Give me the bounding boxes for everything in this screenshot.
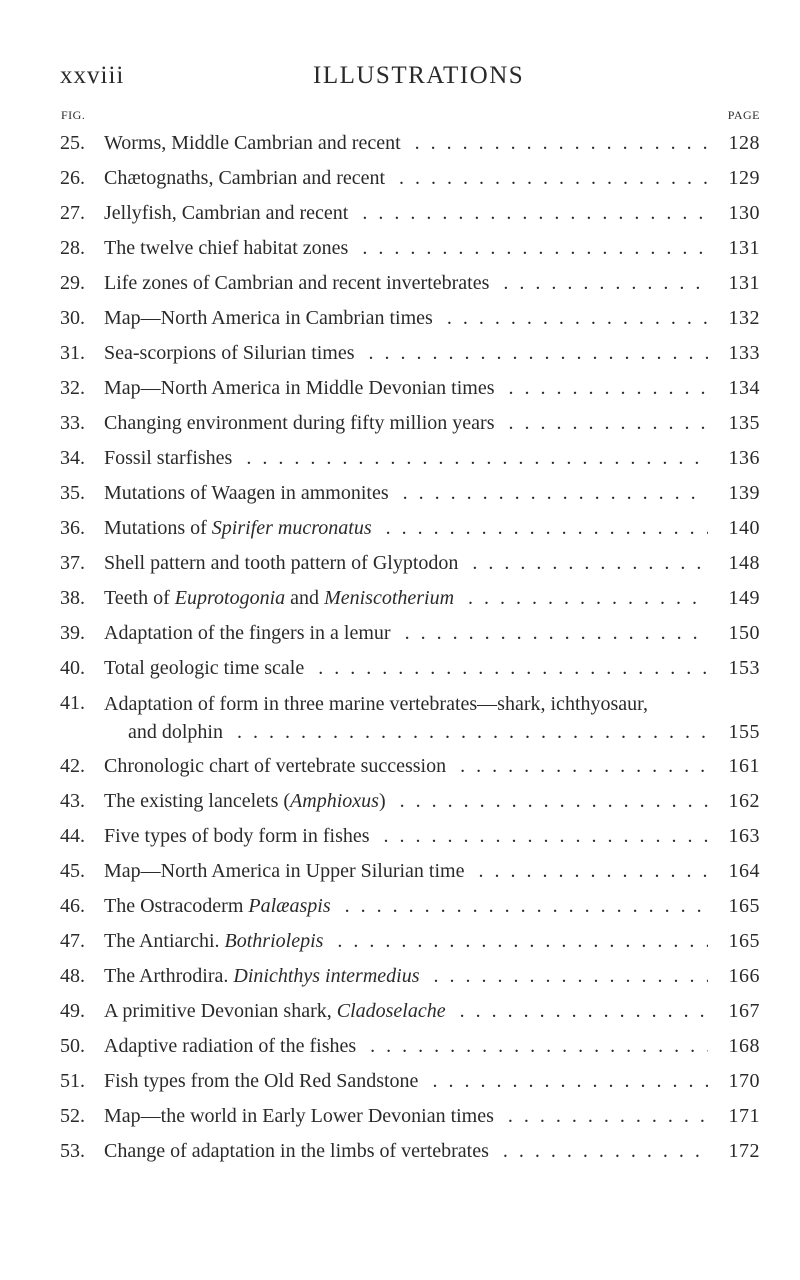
figure-number: 31. — [60, 342, 85, 364]
list-item — [60, 511, 760, 546]
entry-title-text — [104, 202, 354, 224]
page-reference: 165 — [728, 930, 760, 952]
title-text: Chronologic chart of vertebrate succession — [104, 755, 447, 777]
list-item — [60, 651, 760, 686]
title-text: and — [285, 587, 325, 609]
entry-title-text — [104, 167, 391, 189]
entry-title-text — [104, 272, 495, 294]
list-item — [60, 476, 760, 511]
entry-title — [104, 126, 708, 161]
figure-number: 37. — [60, 552, 85, 574]
entry-title — [104, 651, 708, 686]
figure-number: 36. — [60, 517, 85, 539]
page-column-heading: PAGE — [727, 108, 760, 122]
list-item — [60, 301, 760, 336]
list-item — [60, 784, 760, 819]
figure-number: 40. — [60, 657, 85, 679]
entry-title-text — [104, 587, 460, 609]
entry-title — [104, 196, 708, 231]
entry-title-text — [104, 755, 452, 777]
entry-title — [104, 1134, 708, 1169]
page-reference: 162 — [728, 790, 760, 812]
title-text: Map—North America in Cambrian times — [104, 307, 433, 329]
title-text: The existing lancelets ( — [104, 790, 291, 812]
page-number: xxviii — [60, 62, 125, 89]
entry-title — [104, 231, 708, 266]
entry-title-text — [104, 377, 500, 399]
entry-title-text — [104, 1140, 495, 1162]
list-item — [60, 161, 760, 196]
entry-title — [104, 406, 708, 441]
entry-title-text — [104, 790, 392, 812]
entry-title-text — [104, 622, 397, 644]
page-reference: 148 — [728, 552, 760, 574]
list-item — [60, 126, 760, 161]
entry-title — [104, 784, 708, 819]
page-reference: 128 — [728, 132, 760, 154]
list-item — [60, 371, 760, 406]
title-text: Adaptive radiation of the fishes — [104, 1035, 357, 1057]
figure-number: 51. — [60, 1070, 85, 1092]
page-reference: 167 — [728, 1000, 760, 1022]
entry-title — [104, 889, 708, 924]
page-reference: 168 — [728, 1035, 760, 1057]
page-reference: 153 — [728, 657, 760, 679]
entry-title-text — [104, 860, 470, 882]
list-item — [60, 196, 760, 231]
list-item — [60, 1029, 760, 1064]
list-item — [60, 546, 760, 581]
figure-number: 41. — [60, 692, 85, 714]
title-text: The Antiarchi. — [104, 930, 225, 952]
title-text: Map—the world in Early Lower Devonian times — [104, 1105, 494, 1127]
entry-title-text — [104, 1035, 362, 1057]
entry-title-text — [104, 342, 361, 364]
page-reference: 139 — [728, 482, 760, 504]
title-italic: Palæaspis — [248, 895, 331, 917]
list-item — [60, 686, 760, 749]
entry-title-text — [104, 412, 501, 434]
entry-title-text — [104, 825, 376, 847]
entry-title-text — [104, 1070, 424, 1092]
entry-title-text — [104, 895, 337, 917]
entry-title-text — [104, 482, 395, 504]
running-title: ILLUSTRATIONS — [313, 62, 525, 89]
entry-title — [104, 301, 708, 336]
figure-number: 48. — [60, 965, 85, 987]
title-text: Total geologic time scale — [104, 657, 305, 679]
entry-title-text — [104, 447, 238, 469]
title-text: A primitive Devonian shark, — [104, 1000, 337, 1022]
page-reference: 171 — [728, 1105, 760, 1127]
entry-title — [104, 959, 708, 994]
page-reference: 163 — [728, 825, 760, 847]
figure-number: 32. — [60, 377, 85, 399]
page-reference: 132 — [728, 307, 760, 329]
title-text: Five types of body form in fishes — [104, 825, 370, 847]
page-reference: 133 — [728, 342, 760, 364]
list-item — [60, 924, 760, 959]
title-line-1: Adaptation of form in three marine vertebrates—shark, ichthyosaur, — [104, 693, 649, 715]
title-text: Teeth of — [104, 587, 175, 609]
figure-number: 33. — [60, 412, 85, 434]
running-header — [60, 62, 760, 96]
page-reference: 130 — [728, 202, 760, 224]
figure-number: 46. — [60, 895, 85, 917]
entry-title-text — [104, 930, 329, 952]
entry-title-text — [104, 965, 426, 987]
entry-title — [104, 924, 708, 959]
title-text: Shell pattern and tooth pattern of Glyptodon — [104, 552, 459, 574]
figure-number: 28. — [60, 237, 85, 259]
figure-number: 50. — [60, 1035, 85, 1057]
figure-number: 30. — [60, 307, 85, 329]
title-text: Map—North America in Middle Devonian times — [104, 377, 495, 399]
figure-number: 35. — [60, 482, 85, 504]
column-headings — [60, 108, 760, 124]
title-text: The twelve chief habitat zones — [104, 237, 349, 259]
entry-title — [104, 371, 708, 406]
entry-title — [104, 476, 708, 511]
title-italic: Cladoselache — [336, 1000, 446, 1022]
entry-title — [104, 819, 708, 854]
page-reference: 150 — [728, 622, 760, 644]
list-item — [60, 1099, 760, 1134]
title-text: Changing environment during fifty million years — [104, 412, 495, 434]
figure-number: 25. — [60, 132, 85, 154]
title-text: ) — [378, 790, 386, 812]
page-reference: 131 — [728, 272, 760, 294]
figure-number: 27. — [60, 202, 85, 224]
entry-title-text — [104, 307, 439, 329]
entry-title — [104, 1064, 708, 1099]
page-reference: 149 — [728, 587, 760, 609]
list-item — [60, 889, 760, 924]
illustrations-list — [60, 126, 760, 1169]
figure-number: 34. — [60, 447, 85, 469]
title-italic: Euprotogonia — [174, 587, 286, 609]
title-italic: Amphioxus — [290, 790, 379, 812]
entry-title-text — [104, 657, 310, 679]
page-reference: 140 — [728, 517, 760, 539]
page-reference: 134 — [728, 377, 760, 399]
figure-number: 47. — [60, 930, 85, 952]
title-italic: Bothriolepis — [224, 930, 324, 952]
list-item — [60, 819, 760, 854]
title-text: Chætognaths, Cambrian and recent — [104, 167, 386, 189]
entry-title — [104, 1029, 708, 1064]
figure-number: 43. — [60, 790, 85, 812]
figure-number: 38. — [60, 587, 85, 609]
title-text: Sea-scorpions of Silurian times — [104, 342, 355, 364]
page-reference: 135 — [728, 412, 760, 434]
entry-title — [104, 266, 708, 301]
entry-title — [104, 749, 708, 784]
page-reference: 129 — [728, 167, 760, 189]
list-item — [60, 994, 760, 1029]
list-item — [60, 266, 760, 301]
list-item — [60, 406, 760, 441]
title-italic: Dinichthys intermedius — [233, 965, 420, 987]
title-text: Life zones of Cambrian and recent invertebrates — [104, 272, 490, 294]
title-text: Fish types from the Old Red Sandstone — [104, 1070, 419, 1092]
entry-title-text — [104, 1000, 452, 1022]
page-reference: 172 — [728, 1140, 760, 1162]
title-text: Mutations of Waagen in ammonites — [104, 482, 389, 504]
entry-title — [104, 161, 708, 196]
entry-title-line-2 — [128, 718, 708, 746]
list-item — [60, 1134, 760, 1169]
list-item — [60, 441, 760, 476]
fig-column-heading: FIG. — [61, 108, 86, 122]
page-reference: 166 — [728, 965, 760, 987]
entry-title-text — [104, 517, 378, 539]
list-item — [60, 959, 760, 994]
figure-number: 53. — [60, 1140, 85, 1162]
entry-title-text — [104, 132, 407, 154]
title-italic: Meniscotherium — [324, 587, 455, 609]
title-text: Adaptation of the fingers in a lemur — [104, 622, 391, 644]
entry-title — [104, 581, 708, 616]
page-reference: 164 — [728, 860, 760, 882]
page-reference: 131 — [728, 237, 760, 259]
page-reference: 161 — [728, 755, 760, 777]
entry-title — [104, 441, 708, 476]
figure-number: 44. — [60, 825, 85, 847]
entry-title — [104, 1099, 708, 1134]
page-reference: 165 — [728, 895, 760, 917]
entry-title — [104, 546, 708, 581]
title-text: Jellyfish, Cambrian and recent — [104, 202, 349, 224]
figure-number: 52. — [60, 1105, 85, 1127]
title-line-2: and dolphin — [128, 721, 223, 743]
page-reference: 155 — [728, 721, 760, 743]
figure-number: 29. — [60, 272, 85, 294]
entry-title-text — [104, 1105, 500, 1127]
title-text: The Ostracoderm — [104, 895, 249, 917]
page-reference: 170 — [728, 1070, 760, 1092]
title-italic: Spirifer mucronatus — [211, 517, 372, 539]
list-item — [60, 581, 760, 616]
figure-number: 42. — [60, 755, 85, 777]
entry-title — [104, 336, 708, 371]
list-item — [60, 749, 760, 784]
list-item — [60, 336, 760, 371]
figure-number: 26. — [60, 167, 85, 189]
entry-title — [104, 994, 708, 1029]
entry-title-text — [104, 693, 654, 715]
entry-title — [104, 854, 708, 889]
list-item — [60, 231, 760, 266]
list-item — [60, 1064, 760, 1099]
title-text: Fossil starfishes — [104, 447, 233, 469]
title-text: Worms, Middle Cambrian and recent — [104, 132, 401, 154]
title-text: Map—North America in Upper Silurian time — [104, 860, 465, 882]
list-item — [60, 854, 760, 889]
title-text: Mutations of — [104, 517, 212, 539]
title-text: The Arthrodira. — [104, 965, 234, 987]
entry-title — [104, 616, 708, 651]
figure-number: 45. — [60, 860, 85, 882]
title-text: Change of adaptation in the limbs of vertebrates — [104, 1140, 489, 1162]
list-item — [60, 616, 760, 651]
figure-number: 49. — [60, 1000, 85, 1022]
entry-title-text — [104, 552, 464, 574]
entry-title — [104, 511, 708, 546]
entry-title-text — [104, 237, 354, 259]
page-reference: 136 — [728, 447, 760, 469]
figure-number: 39. — [60, 622, 85, 644]
